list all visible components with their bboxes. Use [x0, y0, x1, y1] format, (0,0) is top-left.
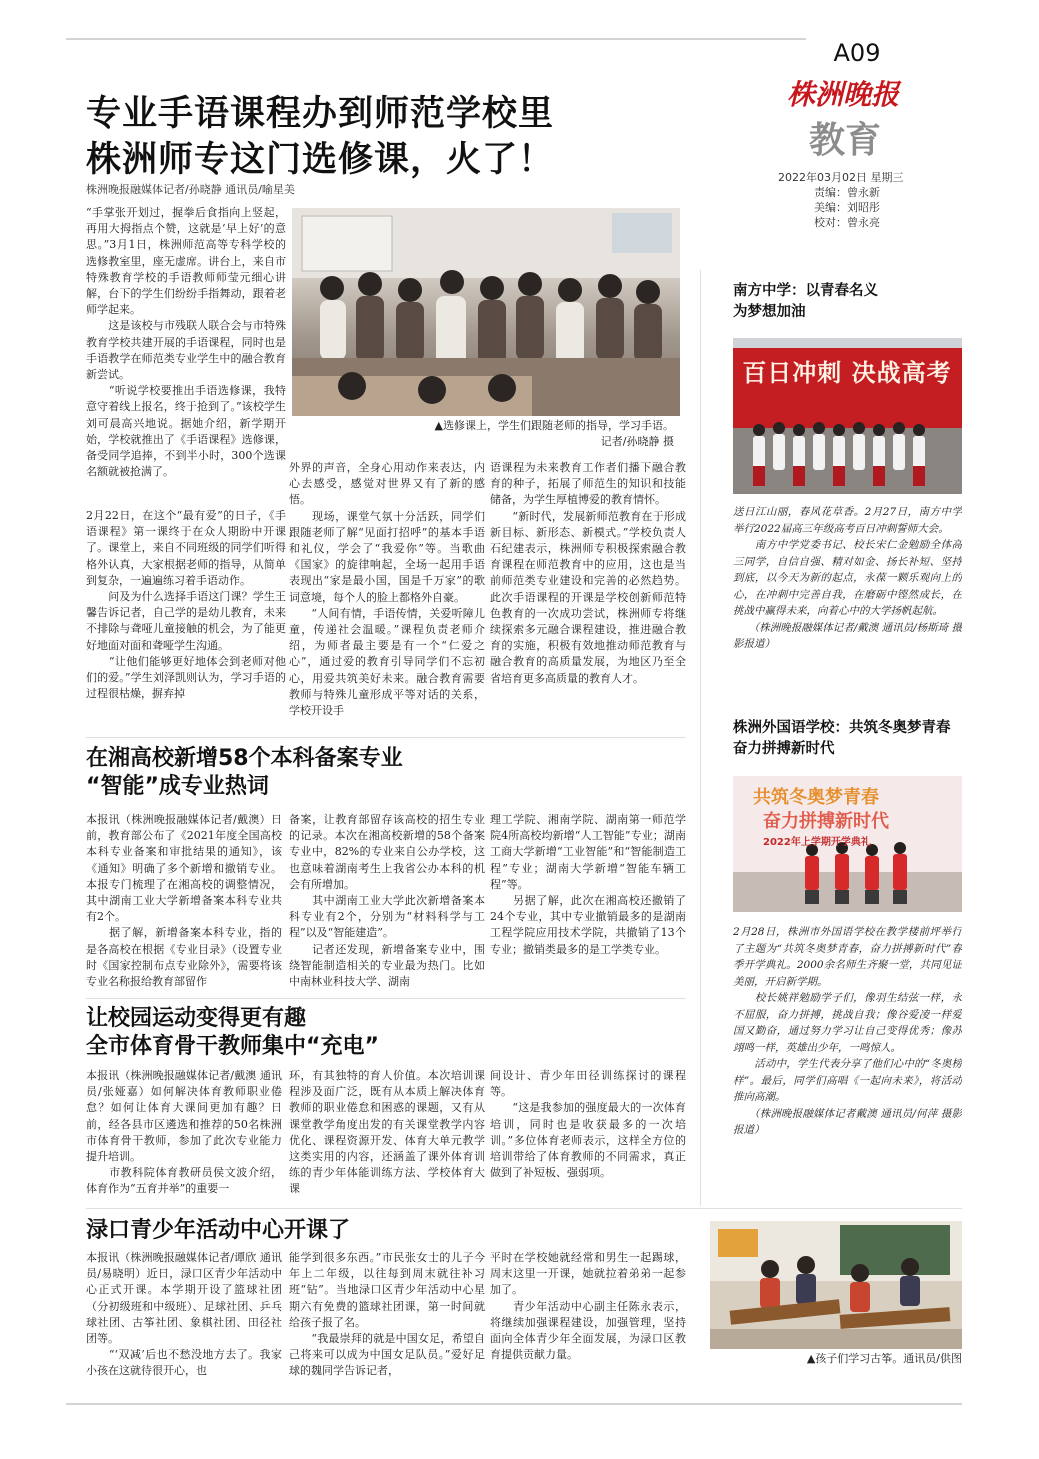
top-rule: [66, 38, 806, 40]
story4-col3: 平时在学校她就经常和男生一起踢球，周末这里一开课，她就拉着弟弟一起参加了。 青少年活动中心副主任陈永表示，将继续加强课程建设，加强管理，坚持面向全体青少年全面发展，为渌口区教育提供贡献力量。: [490, 1251, 686, 1362]
side1-banner-text: 百日冲刺 决战高考: [742, 359, 952, 387]
side1-photo-rally: [733, 338, 962, 494]
side2-banner-text-1: 共筑冬奥梦青春: [753, 787, 879, 808]
story4-col2: 能学到很多东西。”市民张女士的儿子今年上二年级，以往每到周末就往补习班“钻”。当地渌口区青少年活动中心星期六有免费的篮球社团课，第一时间就给孩子报了名。 “我最崇拜的就是中国女足，希望自己将来可以成为中国女足队员。”爱好足球的魏同学告诉记者，: [289, 1251, 485, 1378]
side2-body: 2月28日，株洲市外国语学校在教学楼前坪举行了主题为“共筑冬奥梦青春，奋力拼搏新时代”春季开学典礼。2000余名师生齐聚一堂，共同见证美丽，开启新学期。 校长姚祥勉励学子们，像羽生结弦一样，永不屈服，奋力拼搏，挑战自我；像谷爱凌一样爱国又勤奋，通过努力学习让自己变得优秀；像苏翊鸣一样，英雄出少年，一鸣惊人。 活动中，学生代表分享了他们心中的“冬奥榜样”。最后，同学们高唱《一起向未来》，将活动推向高潮。 （株洲晚报融媒体记者戴澳 通讯员/何萍 摄影报道）: [733, 926, 962, 1136]
side2-photo-ceremony: [733, 776, 962, 912]
issue-date: 2022年03月02日 星期三: [778, 171, 904, 184]
story2-headline-2: “智能”成专业热词: [86, 774, 269, 799]
story4-headline: 渌口青少年活动中心开课了: [86, 1218, 351, 1243]
story3-col1: 本报讯（株洲晚报融媒体记者/戴澳 通讯员/张娅嘉）如何解决体育教师职业倦怠？如何让体育大课间更加有趣？日前，经各县市区遴选和推荐的50名株洲市体育骨干教师，参加了此次专业能力提升培训。 市教科院体育教研员侯文波介绍，体育作为“五育并举”的重要一: [86, 1069, 282, 1196]
story4-col1: 本报讯（株洲晚报融媒体记者/谭欣 通讯员/易晓明）近日，渌口区青少年活动中心正式开课。本学期开设了篮球社团（分初级班和中级班）、足球社团、乒乓球社团、古筝社团、象棋社团、田径社团等。 “‘双减’后也不愁没地方去了。我家小孩在这就待很开心，也: [86, 1251, 282, 1378]
lead-headline-2: 株洲师专这门选修课，火了！: [86, 140, 555, 180]
story2-col3: 理工学院、湘南学院、湖南第一师范学院4所高校均新增“人工智能”专业；湖南工商大学新增“工业智能”和“智能制造工程”专业；湖南大学新增“智能车辆工程”等。 另据了解，此次在湘高校还撤销了24个专业，其中专业撤销最多的是湖南工程学院应用技术学院，共撤销了13个专业；撤销类最多的是工学类专业。: [490, 813, 686, 956]
lead-col2: 外界的声音，全身心用动作来表达，内心去感受，感觉对世界又有了新的感悟。 现场，课堂气氛十分活跃，同学们跟随老师了解“见面打招呼”的基本手语和礼仪，学会了“我爱你”等。当歌曲《国家》的旋律响起，全场一起用手语表现出“家是最小国，国是千万家”的歌词意境，每个人的脸上都格外自豪。 “人间有情，手语传情，关爱听障儿童，传递社会温暖。”课程负责老师介绍，为师者最主要是有一个“仁爱之心”，通过爱的教育引导同学们不忘初心，用爱共筑美好未来。融合教育需要教师与特殊儿童形成平等对话的关系，学校开设手: [289, 461, 485, 718]
story2-headline-1: 在湘高校新增58个本科备案专业: [86, 746, 403, 771]
lead-col1-top: “手掌张开划过，握拳后食指向上竖起，再用大拇指点个赞，这就是‘早上好’的意思。”3月1日，株洲师范高等专科学校的选修教室里，座无虚席。讲台上，来自市特殊教育学校的手语教师师莹元细心讲解，台下的学生们纷纷手指舞动，跟着老师学起来。 这是该校与市残联人联合会与市特殊教育学校共建开展的手语课程，同时也是手语教学在师范类专业学生中的融合教育新尝试。 “听说学校要推出手语选修课，我特意守着线上报名，终于抢到了。”该校学生刘可晨高兴地说。据她介绍，新学期开始，学校就推出了《手语课程》选修课，备受同学追捧，不到半小时，300个选课名额就被抢满了。: [86, 206, 286, 479]
editor-credit: 责编：曾永新: [814, 186, 880, 199]
lead-photo-credit: 记者/孙晓静 摄: [600, 435, 674, 448]
story2-col1: 本报讯（株洲晚报融媒体记者/戴澳）日前，教育部公布了《2021年度全国高校本科专业备案和审批结果的通知》，该《通知》明确了多个新增和撤销专业。本报专门梳理了在湘高校的调整情况，其中湖南工业大学新增备案本科专业共有2个。 据了解，新增备案本科专业，指的是各高校在根据《专业目录》（设置专业时《国家控制布点专业除外》，需要将该专业名称报给教育部留作: [86, 813, 282, 988]
story3-col2: 环，有其独特的育人价值。本次培训课程涉及面广泛，既有从本质上解决体育教师的职业倦怠和困惑的课题，又有从课堂教学角度出发的有关课堂教学内容优化、课程资源开发、体育大单元教学这类实用的内容，还涵盖了课外体育训练的青少年体能训练方法、学校体育大课: [289, 1069, 485, 1196]
lead-col1-bottom: 2月22日，在这个“最有爱”的日子，《手语课程》第一课终于在众人期盼中开课了。课堂上，来自不同班级的同学们听得格外认真，大家根据老师的指导，从简单到复杂，一遍遍练习着手语动作。 问及为什么选择手语这门课？学生王馨告诉记者，自己学的是幼儿教育，未来不排除与聋哑儿童接触的机会，为了能更好地面对面和聋哑学生沟通。 “让他们能够更好地体会到老师对他们的爱。”学生刘泽凯则认为，学习手语的过程很枯燥，摒弃掉: [86, 509, 286, 701]
side2-banner-text-2: 奋力拼搏新时代: [763, 811, 889, 832]
side1-headline-1: 南方中学：以青春名义: [733, 283, 878, 299]
lead-col3: 语课程为未来教育工作者们播下融合教育的种子，拓展了师范生的知识和技能储备，为学生厚植博爱的教育情怀。 “新时代，发展新师范教育在于形成新目标、新形态、新模式。”学校负责人石纪建表示，株洲师专积极探索融合教育课程在师范教育中的应用，这也是当前师范类专业建设和完善的必然趋势。此次手语课程的开课是学校创新师范特色教育的一次成功尝试，株洲师专将继续探索多元融合课程建设，推进融合教育的实施，积极有效地推动师范教育与融合教育的高质量发展，为地区乃至全省培育更多高质量的教育人才。: [490, 461, 686, 685]
story4-photo-illustration: [710, 1221, 962, 1349]
divider-1: [86, 737, 686, 738]
lead-photo-caption: ▲选修课上，学生们跟随老师的指导，学习手语。: [434, 419, 674, 432]
sidebar-divider: [700, 270, 701, 1206]
story3-headline-2: 全市体育骨干教师集中“充电”: [86, 1034, 379, 1059]
divider-2: [86, 998, 686, 999]
side2-headline-2: 奋力拼搏新时代: [733, 741, 835, 757]
side2-headline-1: 株洲外国语学校：共筑冬奥梦青春: [733, 720, 951, 736]
story4-photo-guzheng: [710, 1221, 962, 1349]
page-number: A09: [833, 39, 881, 67]
designer-credit: 美编：刘昭彤: [814, 201, 880, 214]
lead-byline: 株洲晚报融媒体记者/孙晓静 通讯员/喻星美: [86, 183, 295, 196]
proof-credit: 校对：曾永亮: [814, 216, 880, 229]
story3-col3: 间设计、青少年田径训练探讨的课程等。 “这是我参加的强度最大的一次体育培训，同时也是收获最多的一次培训。”多位体育老师表示，这样全方位的培训带给了体育教师的不同需求，真正做到了补短板、强弱项。: [490, 1069, 686, 1180]
side2-banner-text-3: 2022年上学期开学典礼: [763, 837, 871, 848]
lead-photo-illustration: [292, 208, 680, 416]
lead-photo-sign-language-class: [292, 208, 680, 416]
story3-headline-1: 让校园运动变得更有趣: [86, 1006, 307, 1031]
divider-3: [86, 1208, 962, 1209]
lead-headline-1: 专业手语课程办到师范学校里: [86, 94, 555, 134]
bottom-rule: [66, 1403, 962, 1405]
story2-col2: 备案，让教育部留存该高校的招生专业的记录。本次在湘高校新增的58个备案专业中，82%的专业来自公办学校，这也意味着湖南考生上我省公办本科的机会有所增加。 其中湖南工业大学此次新增备案本科专业有2个，分别为“材料科学与工程”以及“智能建造”。 记者还发现，新增备案专业中，围绕智能制造相关的专业最为热门。比如中南林业科技大学、湖南: [289, 813, 485, 988]
side1-body: 送日江山丽，春风花草香。2月27日，南方中学举行2022届高三年级高考百日冲刺誓师大会。 南方中学党委书记、校长宋仁金勉励全体高三同学，自信自强、精对如金、扬长补短、坚持到底，以今天为新的起点，永葆一颗乐观向上的心，在冲刺中完善自我，在磨砺中铿然成长，在挑战中赢得未来，向着心中的大学扬帆起航。 （株洲晚报融媒体记者/戴澳 通讯员/杨斯琦 摄影报道）: [733, 506, 962, 650]
side1-headline-2: 为梦想加油: [733, 304, 806, 320]
story4-photo-caption: ▲孩子们学习古筝。通讯员/供图: [806, 1352, 962, 1365]
paper-name-logo: 株洲晚报: [786, 78, 899, 111]
section-name: 教育: [808, 120, 881, 161]
